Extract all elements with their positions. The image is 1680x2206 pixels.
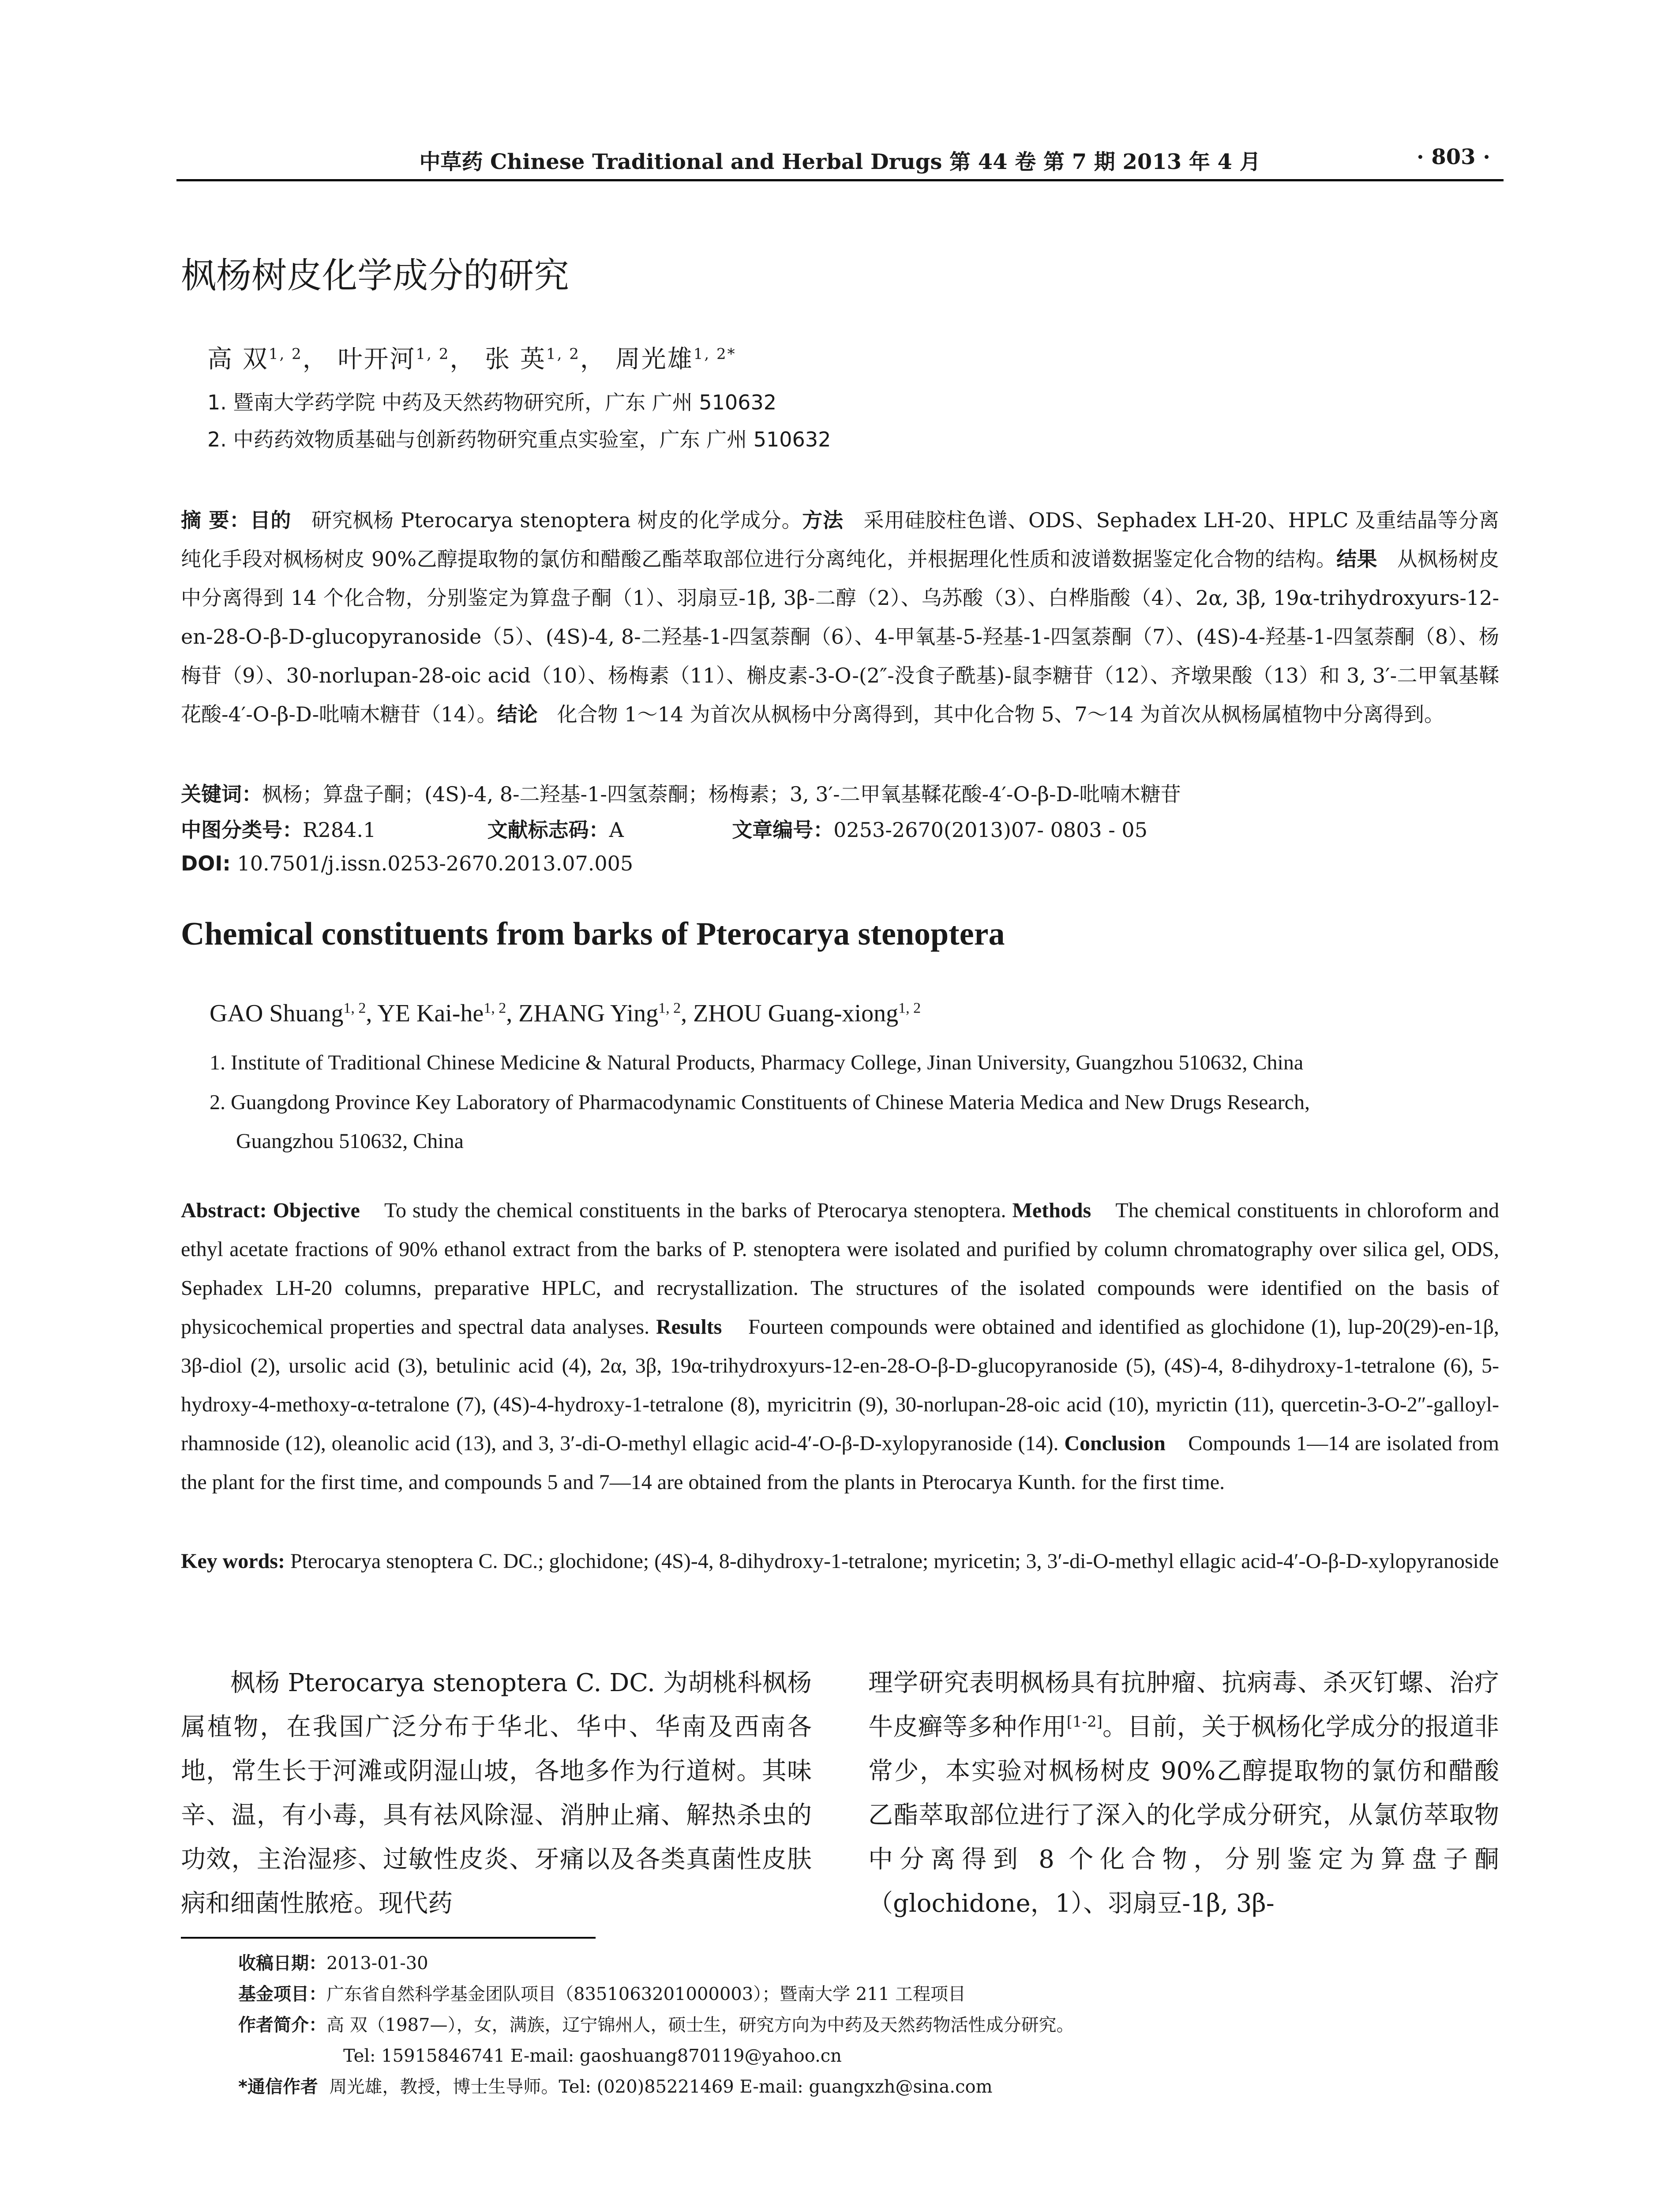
- article-no-label: 文章编号：: [732, 818, 834, 842]
- footnote-received: [238, 1948, 1500, 1979]
- en-author-4-aff: 1, 2: [898, 1000, 921, 1017]
- en-affiliation-1: 1. Institute of Traditional Chinese Medicine & Natural Products, Pharmacy College, Jinan University, Guangzhou 510632, China: [210, 1051, 1304, 1074]
- cn-author-4: 周光雄: [615, 345, 694, 374]
- cn-author-3: 张 英: [485, 345, 547, 374]
- journal-line: 中草药 Chinese Traditional and Herbal Drugs 第 44 卷 第 7 期 2013 年 4 月: [419, 150, 1261, 174]
- cn-keywords: [181, 777, 1499, 812]
- cn-abstract-label: 摘 要：: [181, 508, 250, 532]
- en-author-1-aff: 1, 2: [343, 1000, 366, 1017]
- footnote-author-contact: Tel: 15915846741 E-mail: gaoshuang870119@yahoo.cn: [343, 2046, 842, 2066]
- footnote-rule: [181, 1937, 596, 1939]
- header-rule: [176, 179, 1504, 181]
- cn-conclusion-text: 化合物 1～14 为首次从枫杨中分离得到，其中化合物 5、7～14 为首次从枫杨属植物中分离得到。: [557, 702, 1444, 726]
- body-right-text-a: 理学研究表明枫杨具有抗肿瘤、抗病毒、杀灭钉螺、治疗牛皮癣等多种作用: [868, 1669, 1499, 1741]
- footnotes: [238, 1948, 1500, 2102]
- en-conclusion-label: Conclusion: [1064, 1432, 1166, 1455]
- cn-objective-text: 研究枫杨 Pterocarya stenoptera 树皮的化学成分。: [311, 508, 802, 532]
- body-column-right: [868, 1661, 1499, 1926]
- cn-classification: [181, 814, 1499, 843]
- en-keywords: [181, 1542, 1499, 1581]
- en-conclusion-text: Compounds 1—14 are isolated from the plant for the first time, and compounds 5 and 7—14 are obtained from the plants in Pterocarya Kunth. for the first time.: [181, 1432, 1499, 1494]
- received-value: 2013-01-30: [326, 1953, 428, 1973]
- en-methods-label: Methods: [1012, 1199, 1091, 1222]
- en-abstract-label: Abstract: Objective: [181, 1199, 360, 1222]
- footnote-fund: [238, 1979, 1500, 2010]
- en-author-4: ZHOU Guang-xiong: [693, 1000, 899, 1027]
- cn-conclusion-label: 结论: [497, 702, 538, 726]
- en-affiliation-2: [210, 1083, 1502, 1161]
- cn-methods-text: 采用硅胶柱色谱、ODS、Sephadex LH-20、HPLC 及重结晶等分离纯化手段对枫杨树皮 90%乙醇提取物的氯仿和醋酸乙酯萃取部位进行分离纯化，并根据理化性质和波谱数据鉴定化合物的结构。: [181, 508, 1499, 571]
- doi-label: DOI:: [181, 852, 231, 875]
- author-label: 作者简介：: [238, 2015, 326, 2035]
- doc-code-label: 文献标志码：: [487, 818, 609, 842]
- cn-affiliation-2: 2. 中药药效物质基础与创新药物研究重点实验室，广东 广州 510632: [207, 428, 831, 451]
- cn-author-4-aff: 1, 2*: [693, 345, 736, 363]
- en-keywords-label: Key words:: [181, 1549, 285, 1573]
- doc-code-value: A: [609, 818, 624, 842]
- corr-value: 周光雄，教授，博士生导师。Tel: (020)85221469 E-mail: guangxzh@sina.com: [329, 2077, 993, 2097]
- en-objective-text: To study the chemical constituents in the barks of Pterocarya stenoptera.: [384, 1199, 1006, 1222]
- cn-affiliation-1: 1. 暨南大学药学院 中药及天然药物研究所，广东 广州 510632: [207, 390, 776, 414]
- en-keywords-text: Pterocarya stenoptera C. DC.; glochidone; (4S)-4, 8-dihydroxy-1-tetralone; myricetin; 3, 3′-di-O-methyl ellagic acid-4′-O-β-D-xylopyranoside: [290, 1549, 1499, 1573]
- fund-label: 基金项目：: [238, 1984, 326, 2004]
- cn-keywords-label: 关键词：: [181, 782, 262, 806]
- en-author-2-aff: 1, 2: [484, 1000, 506, 1017]
- cn-author-2: 叶开河: [338, 345, 416, 374]
- cn-author-1-aff: 1, 2: [268, 345, 303, 363]
- en-abstract: [181, 1191, 1499, 1502]
- en-results-text: Fourteen compounds were obtained and identified as glochidone (1), lup-20(29)-en-1β, 3β-diol (2), ursolic acid (3), betulinic acid (4), 2α, 3β, 19α-trihydroxyurs-12-en-28-O-β-D-glucopyranoside (5), (4S)-4, 8-dihydroxy-1-tetralone (6), 5-hydroxy-4-methoxy-α-tetralone (7), (4S)-4-hydroxy-1-tetralone (8), myricitrin (9), 30-norlupan-28-oic acid (10), myrictin (11), quercetin-3-O-2″-galloyl-rhamnoside (12), oleanolic acid (13), and 3, 3′-di-O-methyl ellagic acid-4′-O-β-D-xylopyranoside (14).: [181, 1315, 1500, 1455]
- cn-author-2-aff: 1, 2: [416, 345, 450, 363]
- body-left-text: 枫杨 Pterocarya stenoptera C. DC. 为胡桃科枫杨属植物，在我国广泛分布于华北、华中、华南及西南各地，常生长于河滩或阴湿山坡，各地多作为行道树。其味辛、温，有小毒，具有祛风除湿、消肿止痛、解热杀虫的功效，主治湿疹、过敏性皮炎、牙痛以及各类真菌性皮肤病和细菌性脓疮。现代药: [181, 1669, 812, 1918]
- cn-methods-label: 方法: [802, 508, 844, 532]
- cn-results-text: 从枫杨树皮中分离得到 14 个化合物，分别鉴定为算盘子酮（1）、羽扇豆-1β, 3β-二醇（2）、乌苏酸（3）、白桦脂酸（4）、2α, 3β, 19α-trihydroxyurs-12-en-28-O-β-D-glucopyranoside（5）、(4S)-4, 8-二羟基-1-四氢萘酮（6）、4-甲氧基-5-羟基-1-四氢萘酮（7）、(4S)-4-羟基-1-四氢萘酮（8）、杨梅苷（9）、30-norlupan-28-oic acid（10）、杨梅素（11）、槲皮素-3-O-(2″-没食子酰基)-鼠李糖苷（12）、齐墩果酸（13）和 3, 3′-二甲氧基鞣花酸-4′-O-β-D-吡喃木糖苷（14）。: [181, 547, 1499, 726]
- en-affiliation-2-line-1: 2. Guangdong Province Key Laboratory of Pharmacodynamic Constituents of Chinese Materia Medica and New Drugs Research,: [210, 1091, 1310, 1114]
- body-column-left: [181, 1661, 812, 1926]
- en-authors: GAO Shuang$^{1, 2}$, YE Kai-he$^{1, 2}$, ZHANG Ying$^{1, 2}$, ZHOU Guang-xiong$^{1, 2}$: [210, 1000, 921, 1027]
- fund-value: 广东省自然科学基金团队项目（8351063201000003）；暨南大学 211 工程项目: [326, 1984, 966, 2004]
- cn-abstract: [181, 501, 1499, 734]
- author-value: 高 双（1987—），女，满族，辽宁锦州人，硕士生，研究方向为中药及天然药物活性成分研究。: [326, 2015, 1074, 2035]
- en-title: Chemical constituents from barks of Pterocarya stenoptera: [181, 916, 1005, 952]
- cn-authors: 高 双$^{1, 2}$， 叶开河$^{1, 2}$， 张 英$^{1, 2}$， 周光雄$^{1, 2*}$: [207, 345, 736, 374]
- cn-author-3-aff: 1, 2: [546, 345, 580, 363]
- en-affiliation-2-line-2: Guangzhou 510632, China: [236, 1129, 464, 1153]
- en-author-2: YE Kai-he: [377, 1000, 484, 1027]
- received-label: 收稿日期：: [238, 1953, 326, 1973]
- article-no-value: 0253-2670(2013)07- 0803 - 05: [833, 818, 1148, 842]
- en-author-1: GAO Shuang: [210, 1000, 344, 1027]
- corr-label: *通信作者: [238, 2077, 318, 2097]
- cn-objective-label: 目的: [250, 508, 292, 532]
- en-author-3-aff: 1, 2: [658, 1000, 681, 1017]
- en-results-label: Results: [656, 1315, 722, 1339]
- clc-value: R284.1: [303, 818, 376, 842]
- doi-value: 10.7501/j.issn.0253-2670.2013.07.005: [237, 852, 634, 875]
- running-header: [176, 132, 1504, 172]
- page-number: · 803 ·: [1416, 145, 1490, 169]
- clc-label: 中图分类号：: [181, 818, 303, 842]
- body-right-text-b: 。目前，关于枫杨化学成分的报道非常少，本实验对枫杨树皮 90%乙醇提取物的氯仿和醋酸乙酯萃取部位进行了深入的化学成分研究，从氯仿萃取物中分离得到 8 个化合物，分别鉴定为算盘子酮（glochidone，1）、羽扇豆-1β, 3β-: [868, 1713, 1500, 1918]
- cn-author-1: 高 双: [207, 345, 269, 374]
- en-methods-text: The chemical constituents in chloroform and ethyl acetate fractions of 90% ethanol extract from the barks of P. stenoptera were isolated and purified by column chromatography over silica gel, ODS, Sephadex LH-20 columns, preparative HPLC, and recrystallization. The structures of the isolated compounds were identified on the basis of physicochemical properties and spectral data analyses.: [181, 1199, 1500, 1339]
- cn-keywords-text: 枫杨；算盘子酮；(4S)-4, 8-二羟基-1-四氢萘酮；杨梅素；3, 3′-二甲氧基鞣花酸-4′-O-β-D-吡喃木糖苷: [262, 782, 1181, 806]
- cn-title: 枫杨树皮化学成分的研究: [181, 255, 569, 296]
- footnote-corresponding: [238, 2071, 1500, 2102]
- footnote-author: [238, 2010, 1500, 2041]
- en-author-3: ZHANG Ying: [518, 1000, 659, 1027]
- cn-results-label: 结果: [1336, 547, 1377, 571]
- doi-line: [181, 852, 633, 875]
- body-reference: [1-2]: [1066, 1713, 1102, 1731]
